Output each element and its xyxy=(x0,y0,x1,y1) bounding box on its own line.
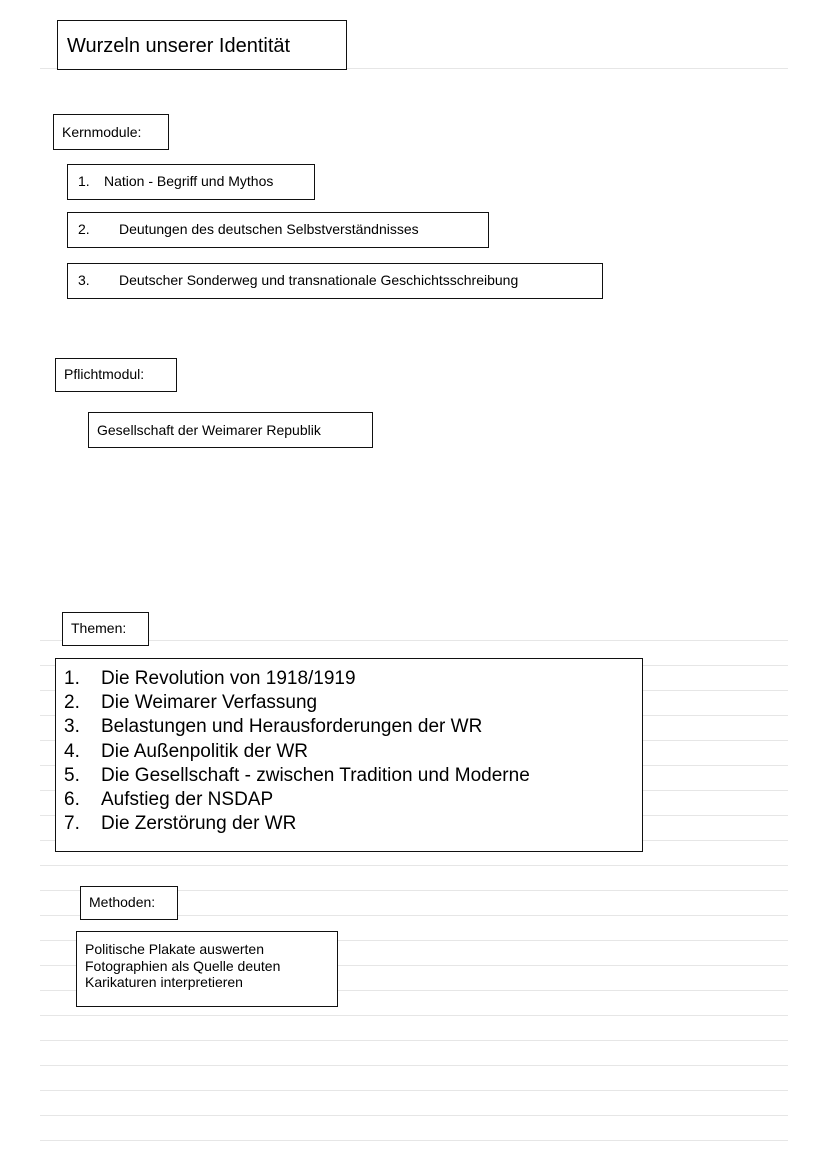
methoden-item: Politische Plakate auswerten xyxy=(85,941,264,957)
themen-item-text: Die Revolution von 1918/1919 xyxy=(101,668,356,689)
ruled-line xyxy=(40,865,788,866)
pflichtmodul-item: Gesellschaft der Weimarer Republik xyxy=(88,412,373,448)
methoden-list xyxy=(85,941,337,991)
themen-item-number: 1. xyxy=(64,668,80,689)
themen-item xyxy=(64,812,642,836)
themen-item-number: 4. xyxy=(64,740,80,762)
pflichtmodul-label: Pflichtmodul: xyxy=(55,358,177,392)
kernmodul-item-number: 2. xyxy=(78,221,90,237)
themen-item xyxy=(64,788,642,812)
themen-item xyxy=(64,715,642,739)
kernmodul-item-text: Nation - Begriff und Mythos xyxy=(104,173,274,189)
ruled-line xyxy=(40,1040,788,1041)
themen-item-text: Die Weimarer Verfassung xyxy=(101,692,318,714)
ruled-line xyxy=(40,1140,788,1141)
ruled-line xyxy=(40,1065,788,1066)
themen-item-number: 2. xyxy=(64,692,80,714)
themen-label: Themen: xyxy=(62,612,149,646)
themen-item-number: 7. xyxy=(64,813,80,835)
ruled-line xyxy=(40,1090,788,1091)
themen-item xyxy=(64,764,642,788)
themen-item-text: Die Zerstörung der WR xyxy=(101,813,297,835)
methoden-item: Fotographien als Quelle deuten xyxy=(85,957,281,974)
ruled-line xyxy=(40,1015,788,1016)
kernmodul-item xyxy=(67,212,489,248)
themen-item-number: 3. xyxy=(64,716,80,738)
themen-item-text: Die Gesellschaft - zwischen Tradition und Moderne xyxy=(101,764,530,786)
themen-list xyxy=(64,667,642,836)
themen-item xyxy=(64,691,642,715)
methoden-list-box xyxy=(76,931,338,1007)
themen-item-text: Aufstieg der NSDAP xyxy=(101,788,274,810)
themen-item xyxy=(64,667,642,691)
kernmodul-item xyxy=(67,164,315,200)
themen-item-number: 5. xyxy=(64,764,80,786)
themen-list-box xyxy=(55,658,643,852)
page-title: Wurzeln unserer Identität xyxy=(57,20,347,70)
kernmodul-item-text: Deutungen des deutschen Selbstverständnisses xyxy=(119,221,419,237)
kernmodul-item xyxy=(67,263,603,299)
kernmodul-item-number: 3. xyxy=(78,272,90,288)
ruled-line xyxy=(40,640,788,641)
themen-item-text: Belastungen und Herausforderungen der WR xyxy=(101,716,483,738)
themen-item-number: 6. xyxy=(64,788,80,810)
methoden-label: Methoden: xyxy=(80,886,178,920)
ruled-line xyxy=(40,1115,788,1116)
methoden-item: Karikaturen interpretieren xyxy=(85,974,243,990)
kernmodul-item-number: 1. xyxy=(78,173,90,189)
kernmodule-label: Kernmodule: xyxy=(53,114,169,150)
themen-item-text: Die Außenpolitik der WR xyxy=(101,740,308,762)
kernmodul-item-text: Deutscher Sonderweg und transnationale Geschichtsschreibung xyxy=(119,272,519,288)
themen-item xyxy=(64,740,642,764)
